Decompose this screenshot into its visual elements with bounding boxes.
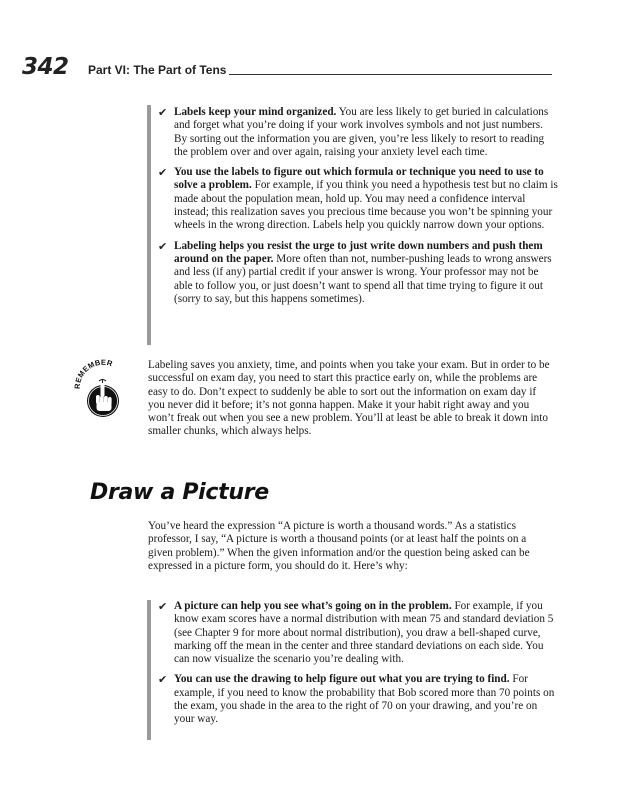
list-item — [158, 166, 558, 232]
intro-paragraph: You’ve heard the expression “A picture is worth a thousand words.” As a statistics professor, I say, “A picture is worth a thousand points (or at least half the points on a given problem).” When the given information and/or the question being asked can be expressed in a picture form, you should do it. Here’s why: — [148, 520, 530, 572]
section-heading: Draw a Picture — [90, 480, 269, 505]
bullet-lead: Labels keep your mind organized. — [174, 106, 337, 118]
sidebar-bar — [147, 105, 151, 345]
remember-icon — [72, 359, 134, 419]
bullet-list-top — [158, 106, 558, 313]
bullet-lead: A picture can help you see what’s going on in the problem. — [174, 600, 452, 612]
list-item — [158, 600, 558, 666]
bullet-text: You are less likely to get buried in calculations and forget what you’re doing if your work involves symbols and not just numbers. By sorting out the information you are given, you’re less likely to resort to reading the problem over and over again, raising your anxiety level each time. — [174, 106, 549, 158]
bullet-lead: You can use the drawing to help figure out what you are trying to find. — [174, 673, 510, 686]
part-title: Part VI: The Part of Tens — [88, 63, 227, 77]
header-rule — [229, 74, 552, 75]
bullet-lead: You use the labels to figure out which formula or technique you need to use to solve a problem. — [174, 166, 544, 192]
list-item — [158, 673, 558, 726]
check-icon: ✔ — [158, 673, 168, 687]
remember-label: REMEMBER — [72, 359, 114, 390]
running-header — [22, 56, 552, 82]
bullet-text: More often than not, number-pushing leads to wrong answers and less (if any) partial credit if your answer is wrong. Your professor may not be able to follow you, or just doesn’t want to spend all that time trying to figure it out (sorry to say, but this happens sometimes). — [174, 252, 552, 305]
svg-text:REMEMBER — [73, 359, 114, 389]
bullet-text: For example, if you know exam scores have a normal distribution with mean 75 and standard deviation 5 (see Chapter 9 for more about normal distribution), you draw a bell-shaped curve, marking off the mean in the center and three standard deviations on each side. You can now visualize the scenario you’re dealing with. — [174, 600, 554, 666]
page-number: 342 — [22, 54, 69, 80]
bullet-text: For example, if you need to know the probability that Bob scored more than 70 points on the exam, you shade in the area to the right of 70 on your drawing, and you’re on your way. — [174, 673, 555, 726]
remember-paragraph: Labeling saves you anxiety, time, and points when you take your exam. But in order to be successful on exam day, you need to start this practice early on, while the problems are easy to do. Don’t expect to suddenly be able to sort out the information on exam day if you never did it before; it’s not gonna happen. Make it your habit right away and you won’t freak out when you see a new problem. You’ll at least be able to break it down into smaller chunks, which always helps. — [148, 359, 550, 438]
list-item — [158, 240, 558, 306]
check-icon: ✔ — [158, 166, 168, 180]
check-icon: ✔ — [158, 600, 168, 613]
sidebar-bar — [147, 600, 151, 740]
bullet-list-bottom — [158, 600, 558, 734]
bullet-lead: Labeling helps you resist the urge to just write down numbers and push them around on the paper. — [174, 239, 543, 265]
check-icon: ✔ — [158, 239, 168, 253]
list-item — [158, 106, 558, 159]
check-icon: ✔ — [158, 106, 168, 119]
bullet-text: For example, if you think you need a hypothesis test but no claim is made about the population mean, hold up. You may need a confidence interval instead; this realization saves you precious time because you won’t be spinning your wheels in the wrong direction. Labels help you quickly narrow down your options. — [174, 179, 558, 232]
